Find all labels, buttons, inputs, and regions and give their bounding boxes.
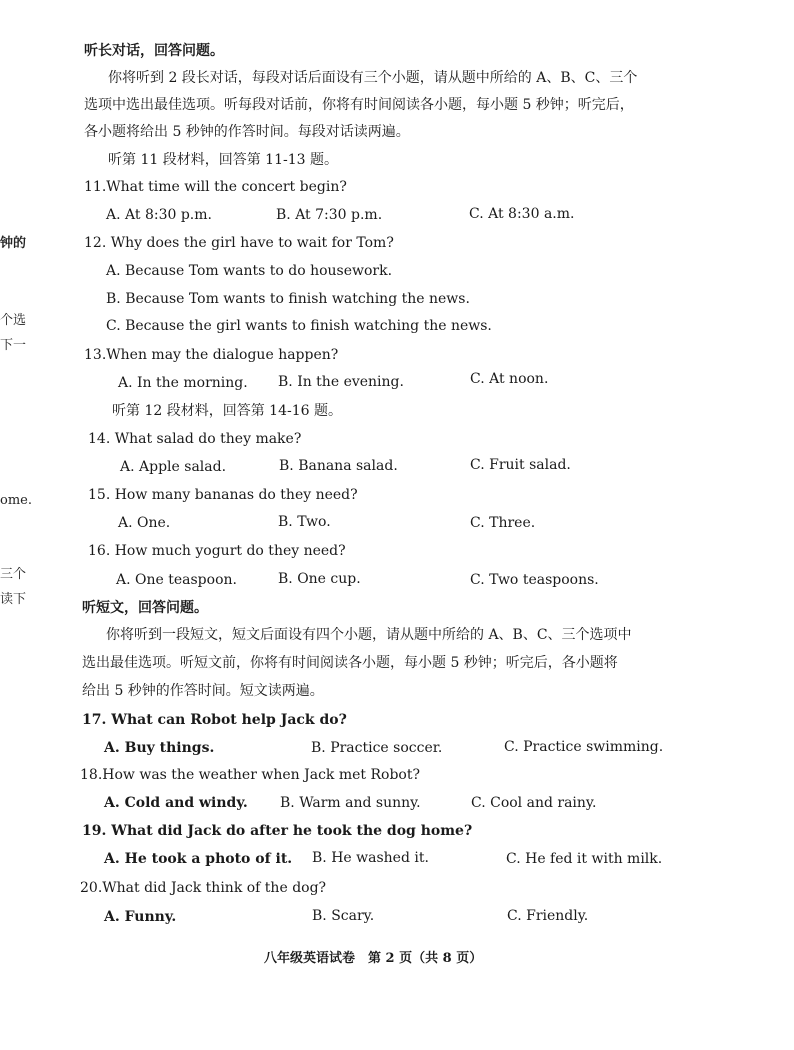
option-b: B. Two.	[278, 514, 331, 530]
option-c: C. Practice swimming.	[504, 739, 664, 755]
option-b: B. At 7:30 p.m.	[276, 207, 383, 223]
option-a: A. He took a photo of it.	[104, 851, 293, 867]
option-a: A. One teaspoon.	[116, 572, 237, 588]
margin-fragment: 读下	[0, 592, 27, 607]
instruction-line: 各小题将给出 5 秒钟的作答时间。每段对话读两遍。	[84, 124, 410, 140]
option-b: B. Warm and sunny.	[280, 795, 421, 811]
question-stem: 11.What time will the concert begin?	[84, 179, 347, 195]
page-footer: 八年级英语试卷 第 2 页（共 8 页）	[264, 951, 483, 966]
option-a: A. Cold and windy.	[104, 795, 248, 811]
option-c: C. Two teaspoons.	[470, 572, 599, 588]
margin-fragment: ome.	[0, 493, 32, 508]
option-b: B. Scary.	[312, 908, 375, 924]
option-a: A. Apple salad.	[120, 459, 227, 475]
option-b: B. He washed it.	[312, 850, 429, 866]
instruction-line: 选项中选出最佳选项。听每段对话前，你将有时间阅读各小题，每小题 5 秒钟；听完后，	[84, 97, 634, 113]
option-c: C. Three.	[470, 515, 536, 531]
material-note: 听第 11 段材料，回答第 11-13 题。	[108, 152, 338, 168]
margin-fragment: 三个	[0, 567, 27, 582]
option-c: C. He fed it with milk.	[506, 851, 663, 867]
option-a: A. One.	[118, 515, 171, 531]
instruction-line: 你将听到一段短文，短文后面设有四个小题，请从题中所给的 A、B、C、三个选项中	[106, 627, 632, 643]
option-c: C. Because the girl wants to finish watching the news.	[106, 318, 492, 334]
option-a: A. Buy things.	[104, 740, 215, 756]
option-c: C. At 8:30 a.m.	[469, 206, 575, 222]
margin-fragment: 下一	[0, 338, 27, 353]
option-a: A. Funny.	[104, 909, 177, 925]
question-stem: 20.What did Jack think of the dog?	[80, 880, 327, 896]
material-note: 听第 12 段材料，回答第 14-16 题。	[112, 403, 342, 419]
section-heading-long-dialogue: 听长对话，回答问题。	[84, 43, 224, 59]
question-stem: 12. Why does the girl have to wait for Tom?	[84, 235, 394, 251]
instruction-line: 给出 5 秒钟的作答时间。短文读两遍。	[82, 683, 324, 699]
question-stem: 19. What did Jack do after he took the dog home?	[82, 823, 473, 839]
option-b: B. Banana salad.	[279, 458, 398, 474]
question-stem: 18.How was the weather when Jack met Robot?	[80, 767, 420, 783]
margin-fragment: 钟的	[0, 236, 27, 251]
option-b: B. Practice soccer.	[311, 740, 443, 756]
option-b: B. In the evening.	[278, 374, 404, 390]
question-stem: 15. How many bananas do they need?	[88, 487, 358, 503]
instruction-line: 选出最佳选项。听短文前，你将有时间阅读各小题，每小题 5 秒钟；听完后，各小题将	[82, 655, 618, 671]
option-a: A. At 8:30 p.m.	[106, 207, 212, 223]
margin-fragment: 个选	[0, 313, 27, 328]
option-a: A. In the morning.	[118, 375, 248, 391]
section-heading-passage: 听短文，回答问题。	[82, 600, 208, 616]
question-stem: 17. What can Robot help Jack do?	[82, 712, 347, 728]
option-c: C. At noon.	[470, 371, 549, 387]
option-c: C. Cool and rainy.	[471, 795, 597, 811]
option-b: B. Because Tom wants to finish watching the news.	[106, 291, 470, 307]
question-stem: 13.When may the dialogue happen?	[84, 347, 339, 363]
option-c: C. Friendly.	[507, 908, 589, 924]
option-c: C. Fruit salad.	[470, 457, 571, 473]
option-a: A. Because Tom wants to do housework.	[106, 263, 393, 279]
question-stem: 16. How much yogurt do they need?	[88, 543, 346, 559]
question-stem: 14. What salad do they make?	[88, 431, 302, 447]
option-b: B. One cup.	[278, 571, 361, 587]
instruction-line: 你将听到 2 段长对话，每段对话后面设有三个小题，请从题中所给的 A、B、C、三个	[108, 70, 638, 86]
